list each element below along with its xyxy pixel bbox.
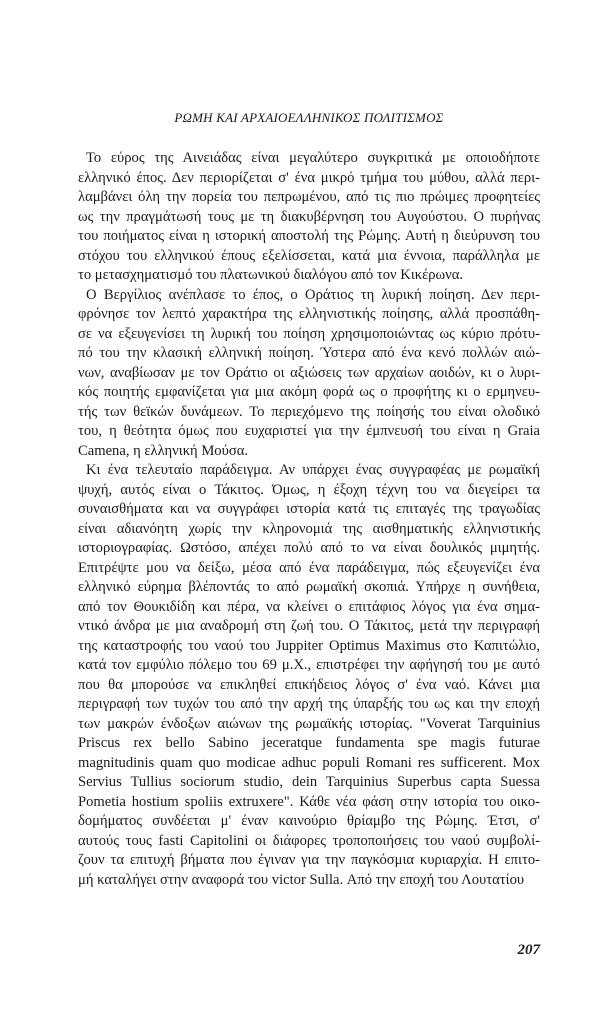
text-line: που θα μπορούσε να επικληθεί επικήδειος λόγος σ' ένα ναό. Κάνει μια	[78, 676, 540, 693]
text-line: φρόνησε τον λεπτό χαρακτήρα της ελληνιστικής ποίησης, αλλά προσπάθη-	[78, 306, 540, 322]
text-line: Το εύρος της Αινειάδας είναι μεγαλύτερο συγκριτικά με οποιοδήποτε	[86, 150, 540, 166]
text-line: Ο Βεργίλιος ανέπλασε το έπος, ο Οράτιος τη λυρική ποίηση. Δεν περι-	[86, 286, 540, 303]
text-line: του, η θεότητα όμως που ευχαριστεί για την έμπνευσή του είναι η Graia	[78, 423, 540, 439]
text-line: Κι ένα τελευταίο παράδειγμα. Αν υπάρχει ένας συγγραφέας με ρωμαϊκή	[86, 462, 540, 478]
text-line: λαμβάνει όλη την πορεία του πεπρωμένου, από τις πιο πρώιμες προφητείες	[78, 189, 540, 205]
text-line: ντικό άνδρα με μια αναδρομή στη ζωή του. Ο Τάκιτος, μετά την περιγραφή	[78, 618, 540, 634]
text-line: από τον Θουκιδίδη και πέρα, να κλείνει ο επιτάφιος λόγος για ένα σημα-	[78, 598, 540, 615]
text-line: ιστοριογραφίας. Ωστόσο, απέχει πολύ από το να είναι δουλικός μιμητής.	[78, 540, 540, 556]
text-line: Servius Tullius sociorum studio, dein Tarquinius Superbus capta Suessa	[78, 774, 540, 790]
paragraph	[78, 286, 540, 462]
text-line: δομήματος συνδέεται μ' έναν καινούριο θρίαμβο της Ρώμης. Έτσι, σ'	[78, 813, 540, 829]
running-head: ΡΩΜΗ ΚΑΙ ΑΡΧΑΙΟΕΛΛΗΝΙΚΟΣ ΠΟΛΙΤΙΣΜΟΣ	[174, 110, 444, 125]
text-line: κατά τον εμφύλιο πόλεμο του 69 μ.Χ., επιστρέφει την αφήγησή του με αυτό	[78, 657, 540, 673]
paragraph	[78, 149, 540, 286]
text-line: ελληνικό εύρημα βλέποντάς το από ρωμαϊκή σκοπιά. Υπήρχε η συνήθεια,	[78, 579, 540, 595]
text-line: περιγραφή των τυχών του από την αρχή της ύπαρξής του ως και την εποχή	[78, 696, 540, 712]
text-line: συναισθήματα και να συγγράφει ιστορία κατά τις επιταγές της τραγωδίας	[78, 501, 540, 517]
text-line: πό του την κλασική ελληνική ποίηση. Ύστερα από ένα κενό πολλών αιώ-	[78, 345, 540, 361]
page-number: 207	[517, 942, 540, 958]
text-line: ελληνικό έπος. Δεν περιορίζεται σ' ένα μικρό τμήμα του μύθου, αλλά περι-	[78, 169, 540, 186]
text-line: στόχου του ελληνικού έπους εξελίσσεται, κατά μια έννοια, παράλληλα με	[78, 247, 540, 264]
body-text	[78, 149, 540, 890]
text-line: νων, αναβίωσαν με τον Οράτιο οι αξιώσεις των αρχαίων αοιδών, κι ο λυρι-	[78, 364, 540, 381]
book-page	[78, 0, 540, 1024]
text-line: ως την πραγμάτωσή τους με τη διακυβέρνηση του Αυγούστου. Ο πυρήνας	[78, 208, 540, 225]
text-line: Priscus rex bello Sabino jeceratque fundamenta spe magis futurae	[78, 735, 540, 751]
text-line: το μετασχηματισμό του πλατωνικού διαλόγου από τον Κικέρωνα.	[78, 267, 464, 283]
text-line: κός ποιητής εμφανίζεται για μια ακόμη φορά ως ο προφήτης κι ο ερμηνευ-	[78, 384, 540, 400]
text-line: της καταστροφής του ναού του Juppiter Optimus Maximus στο Καπιτώλιο,	[78, 637, 540, 654]
text-line: σε να εξευγενίσει τη λυρική του ποίηση χρησιμοποιώντας ως κύριο πρότυ-	[78, 325, 540, 342]
text-line: τής των θεϊκών δυνάμεων. Το περιεχόμενο της ποίησής του είναι ολοδικό	[78, 403, 540, 420]
text-line: των μακρών ένδοξων αιώνων της ρωμαϊκής ιστορίας. "Voverat Tarquinius	[78, 715, 540, 732]
text-line: magnitudinis quam quo modicae adhuc populi Romani res sufficerent. Mox	[78, 754, 540, 771]
text-line: ψυχή, αυτός είναι ο Τάκιτος. Όμως, η έξοχη τέχνη του να διεγείρει τα	[78, 481, 540, 498]
text-line: είναι αδιανόητη χωρίς την κληρονομιά της αισθηματικής ελληνιστικής	[78, 520, 540, 537]
text-line: μή καταλήγει στην αναφορά του victor Sulla. Από την εποχή του Λουτατίου	[78, 871, 525, 888]
paragraph	[78, 461, 540, 890]
text-line: του ποιήματος είναι η ιστορική αποστολή της Ρώμης. Αυτή η διεύρυνση του	[78, 228, 540, 244]
text-line: Pometia hostium spoliis extruxere". Κάθε νέα φάση στην ιστορία του οικο-	[78, 793, 540, 810]
text-line: Επιτρέψτε μου να δείξω, μέσα από ένα παράδειγμα, πώς εξευγενίζει ένα	[78, 559, 540, 576]
text-line: ζουν τα επιτυχή βήματα που έγιναν για την παγκόσμια κυριαρχία. Η επιτο-	[78, 852, 540, 868]
text-line: αυτούς τους fasti Capitolini οι διάφορες τροποποιήσεις του ναού συμβολί-	[78, 832, 540, 849]
text-line: Camena, η ελληνική Μούσα.	[78, 442, 248, 459]
